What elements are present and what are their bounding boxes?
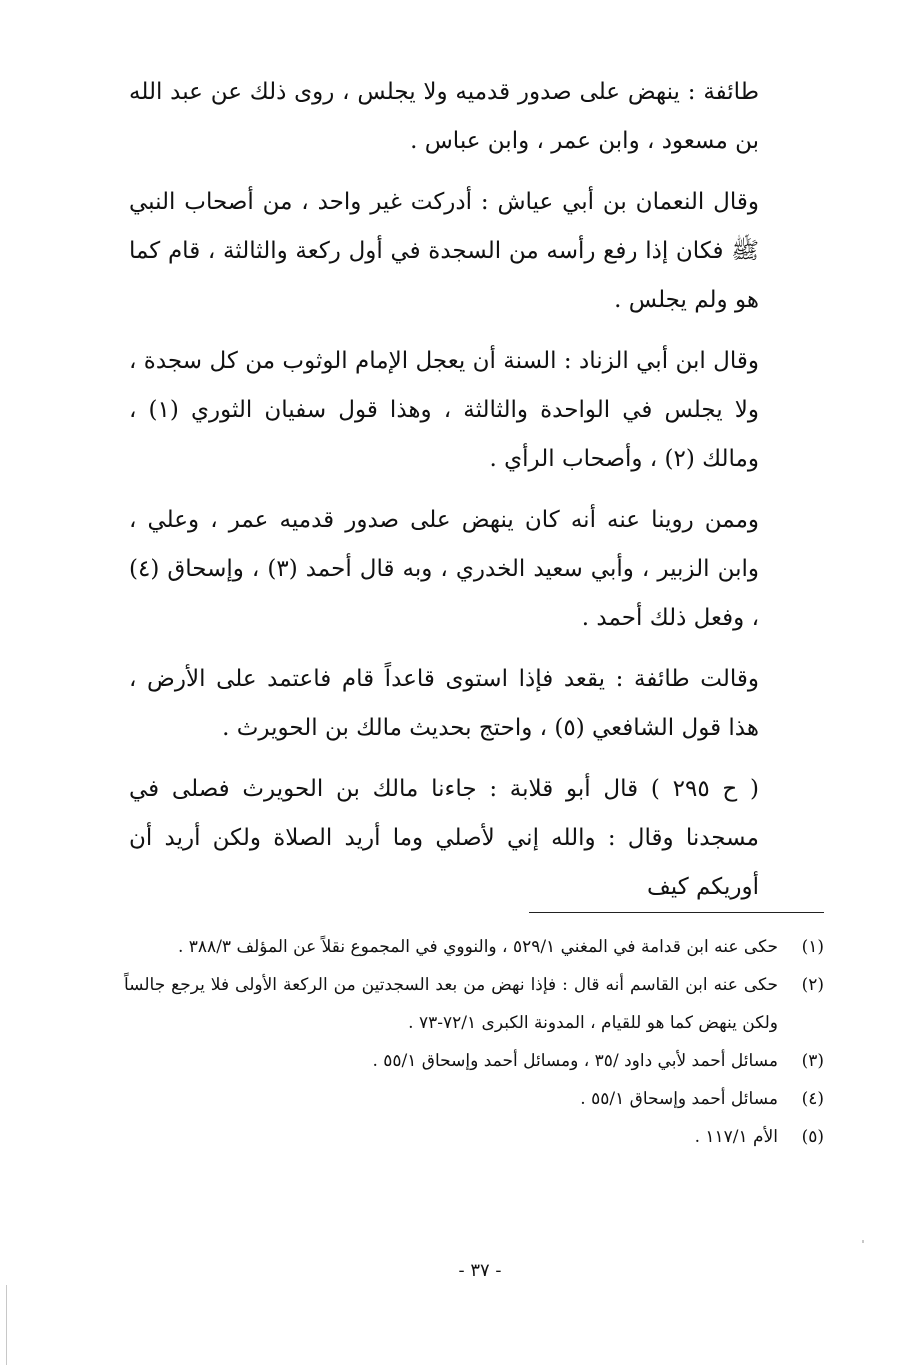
paragraph-6-hadith: ( ح ٢٩٥ ) قال أبو قلابة : جاءنا مالك بن الحويرث فصلى في مسجدنا وقال : والله إني لأصلي وما أريد الصلاة ولكن أريد أن أوريكم كيف [129,776,759,900]
paragraph-3: وقال ابن أبي الزناد : السنة أن يعجل الإمام الوثوب من كل سجدة ، ولا يجلس في الواحدة والثالثة ، وهذا قول سفيان الثوري (١) ، ومالك (٢) ، وأصحاب الرأي . [129,348,760,472]
footnote-number: (١) [801,937,824,957]
footnote-separator [529,912,824,913]
footnote-item [124,1118,824,1156]
footnote-text: الأم ١١٧/١ . [694,1127,778,1147]
footnote-item [124,1080,824,1118]
footnote-text: مسائل أحمد لأبي داود /٣٥ ، ومسائل أحمد وإسحاق ٥٥/١ . [372,1051,778,1071]
footnote-text: مسائل أحمد وإسحاق ٥٥/١ . [580,1089,778,1109]
footnote-item [124,1042,824,1080]
footnote-number: (٣) [801,1051,824,1071]
footnote-item [124,966,824,1042]
footnote-number: (٥) [801,1127,824,1147]
scan-edge-mark [6,1285,7,1365]
paragraph-2: وقال النعمان بن أبي عياش : أدركت غير واحد ، من أصحاب النبي ﷺ فكان إذا رفع رأسه من السجدة في أول ركعة والثالثة ، قام كما هو ولم يجلس . [129,189,759,313]
main-text [129,68,759,924]
footnote-item [124,928,824,966]
footnote-number: (٢) [801,975,824,995]
footnote-number: (٤) [801,1089,824,1109]
scan-dust-mark [862,1240,864,1243]
paragraph-1: طائفة : ينهض على صدور قدميه ولا يجلس ، روى ذلك عن عبد الله بن مسعود ، وابن عمر ، وابن عباس . [129,79,759,154]
footnote-text: حكى عنه ابن قدامة في المغني ٥٢٩/١ ، والنووي في المجموع نقلاً عن المؤلف ٣٨٨/٣ . [177,937,778,957]
paragraph-4: وممن روينا عنه أنه كان ينهض على صدور قدميه عمر ، وعلي ، وابن الزبير ، وأبي سعيد الخدري ، وبه قال أحمد (٣) ، وإسحاق (٤) ، وفعل ذلك أحمد . [129,507,759,631]
paragraph-5: وقالت طائفة : يقعد فإذا استوى قاعداً قام فاعتمد على الأرض ، هذا قول الشافعي (٥) ، واحتج بحديث مالك بن الحويرث . [129,666,759,741]
footnote-text: حكى عنه ابن القاسم أنه قال : فإذا نهض من بعد السجدتين من الركعة الأولى فلا يرجع جالساً ولكن ينهض كما هو للقيام ، المدونة الكبرى ٧٢/١-٧٣ . [124,975,778,1033]
footnotes [124,928,824,1156]
page-number: - ٣٧ - [458,1260,502,1281]
